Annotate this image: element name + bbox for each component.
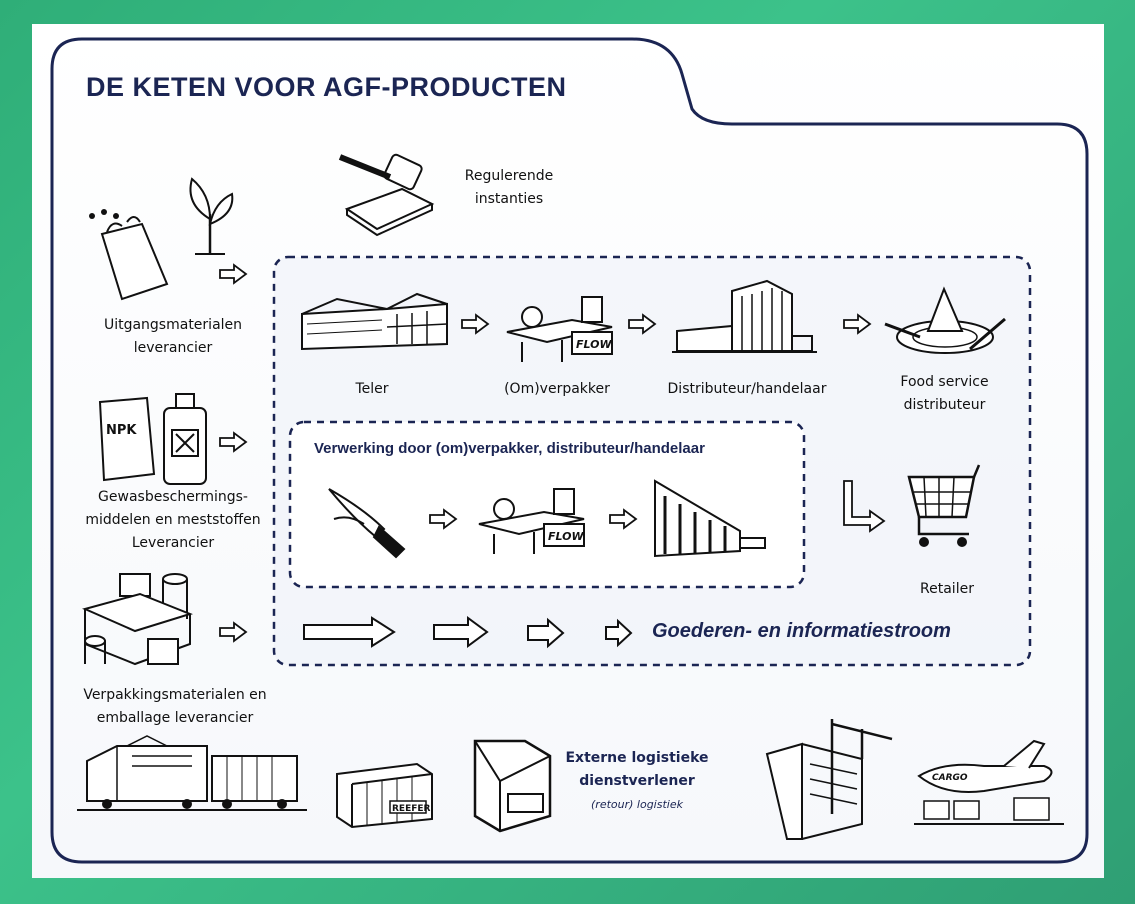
packing-machine-icon	[474, 484, 589, 559]
seedling-icon	[180, 174, 240, 259]
food-service-label: Food service distributeur	[900, 374, 989, 413]
greenhouse-icon	[297, 289, 452, 354]
grower-label: Teler	[355, 381, 389, 397]
logistics-label: Externe logistieke dienstverlener	[565, 750, 709, 789]
arrow-right-icon	[218, 264, 248, 284]
seed-bag-icon	[82, 204, 182, 304]
fertilizer-bag-icon	[92, 394, 162, 484]
arrow-right-icon	[460, 314, 490, 334]
arrow-right-icon	[218, 432, 248, 452]
flow-arrow-large-icon	[302, 616, 397, 648]
reefer-container-icon	[332, 759, 437, 829]
retailer-label: Retailer	[920, 581, 974, 597]
distribution-center-icon	[672, 276, 817, 356]
arrow-right-icon	[218, 622, 248, 642]
gavel-icon	[332, 149, 442, 234]
truck-icon	[470, 736, 555, 836]
shopping-cart-icon	[904, 462, 984, 552]
cargo-text: CARGO	[932, 773, 968, 783]
npk-text: NPK	[106, 423, 137, 438]
flow-label: Goederen- en informatiestroom	[652, 620, 951, 642]
packing-machine-icon	[502, 292, 617, 367]
supplier-packaging-label: Verpakkingsmaterialen en emballage leverancier	[83, 687, 267, 726]
knife-icon	[324, 479, 414, 559]
slide	[32, 24, 1104, 878]
flow-text: FLOW	[548, 530, 584, 543]
supplier-starting-materials-label: Uitgangsmaterialen leverancier	[103, 317, 243, 356]
cargo-ship-icon	[762, 714, 902, 844]
distributor-label: Distributeur/handelaar	[667, 381, 827, 397]
arrow-right-icon	[627, 314, 657, 334]
pesticide-bottle-icon	[160, 392, 210, 487]
arrow-right-icon	[428, 509, 458, 529]
arrow-right-icon	[608, 509, 638, 529]
arrow-right-icon	[842, 314, 872, 334]
train-icon	[77, 736, 307, 811]
l-arrow-icon	[842, 479, 887, 534]
cargo-plane-icon	[914, 736, 1064, 831]
supplier-crop-protection-label: Gewasbeschermings- middelen en meststoffen Leverancier	[85, 489, 261, 551]
flow-arrow-tiny-icon	[604, 619, 634, 647]
packaging-materials-icon	[80, 569, 210, 674]
flow-text: FLOW	[576, 338, 612, 351]
reefer-text: REEFER	[392, 804, 431, 814]
warehouse-dock-icon	[650, 476, 770, 561]
regulators-label: Regulerende instanties	[464, 168, 554, 207]
logistics-sublabel: (retour) logistiek	[591, 798, 683, 811]
flow-arrow-medium-icon	[432, 616, 490, 648]
processing-title: Verwerking door (om)verpakker, distributeur/handelaar	[314, 440, 705, 457]
flow-arrow-small-icon	[526, 618, 566, 648]
food-plate-icon	[880, 279, 1010, 359]
page-title: DE KETEN VOOR AGF-PRODUCTEN	[86, 72, 567, 102]
packer-label: (Om)verpakker	[504, 381, 610, 397]
